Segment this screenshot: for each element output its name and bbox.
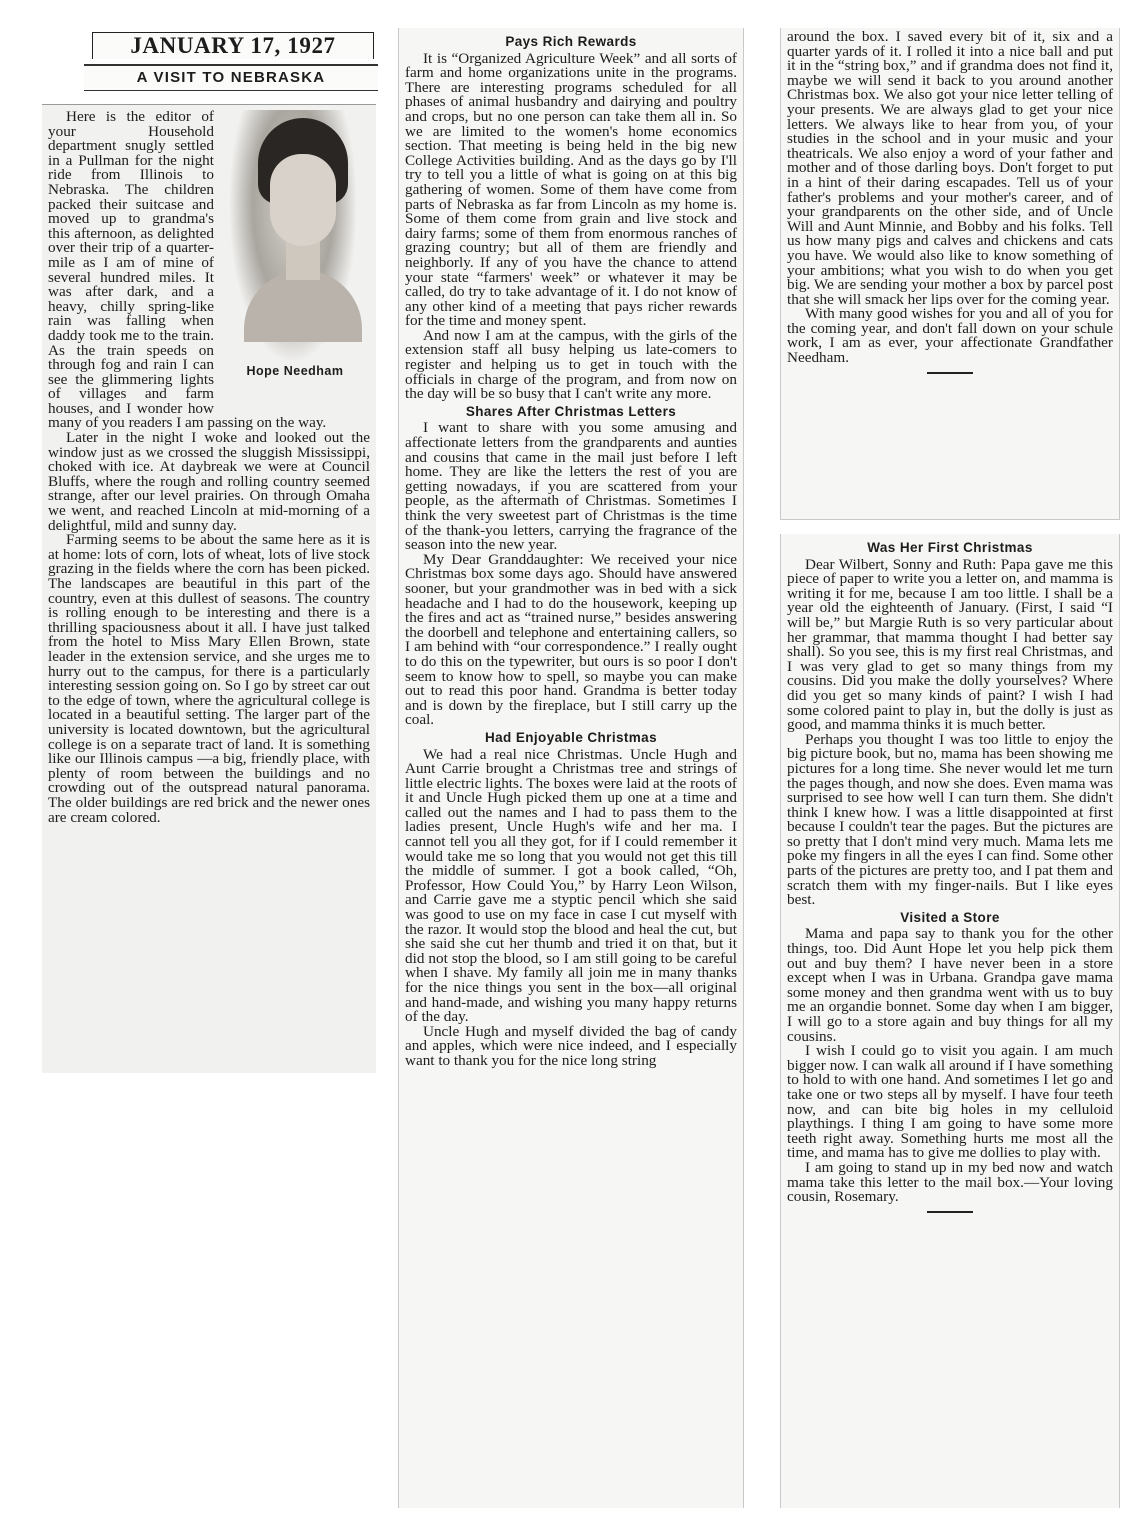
- paragraph: Farming seems to be about the same here as it is at home: lots of corn, lots of wheat, lots of live stock grazing in the fields where the corn has been picked. The landscapes are beautiful in this part of the country, even at this dullest of seasons. The country is rolling enough to be interesting and there is a thrilling spaciousness about it all. I have just talked from the hotel to Miss Mary Ellen Brown, state leader in the extension service, and she urges me to hurry out to the campus, for there is a particularly interesting session going on. So I go by street car out to the edge of town, where the agricultural college is located in a beautiful setting. The larger part of the university is located downtown, but the agricultural college is on a separate tract of land. It is something like our Illinois campus —a big, friendly place, with plenty of room between the buildings and no crowding out of the outspread natural panorama. The older buildings are red brick and the newer ones are cream colored.: [48, 531, 370, 826]
- paragraph: I want to share with you some amusing and affectionate letters from the grandparents and aunties and cousins that came in the mail just before I left home. They are like the letters the rest of you are getting nowadays, if you are scattered from your people, as the aftermath of Christmas. Sometimes I think the very sweetest part of Christmas is the time of the thank-you letters, carrying the fragrance of the season into the new year.: [405, 419, 737, 554]
- clipping-grandfather-letter: [780, 28, 1120, 520]
- paragraph: Uncle Hugh and myself divided the bag of candy and apples, which were nice indeed, and I especially want to thank you for the nice long string: [405, 1022, 737, 1069]
- paragraph: My Dear Granddaughter: We received your nice Christmas box some days ago. Should have answered sooner, but your grandmother was in bed with a sick headache and I had to do the housework, keeping up the fires and act as “trained nurse,” besides answering the doorbell and telephone and entertaining callers, so I am behind with “our correspondence.” I really ought to do this on the typewriter, but ours is so poor I don't seem to know how to spell, so maybe you can make out to read this poor hand. Grandma is better today and is down by the fireplace, but I still carry up the coal.: [405, 550, 737, 729]
- paragraph: And now I am at the campus, with the girls of the extension staff all busy helping us late-comers to register and helping us to get in touch with the officials in charge of the program, and from now on the day will be so busy that I can't write any more.: [405, 326, 737, 403]
- end-rule: [927, 1211, 973, 1213]
- subhead-enjoyable-christmas: Had Enjoyable Christmas: [485, 729, 657, 745]
- clipping-visit-to-nebraska: [42, 28, 380, 1076]
- article-kicker: A VISIT TO NEBRASKA: [84, 64, 378, 91]
- paragraph: I wish I could go to visit you again. I am much bigger now. I can walk all around if I have something to hold to with one hand. And sometimes I let go and take one or two steps all by myself. I have four teeth now, and can bite big holes in my celluloid playthings. I thing I am going to have some more teeth right away. Something hurts me most all the time, and mama has to give me dollies to play with.: [787, 1042, 1113, 1162]
- subhead-first-christmas: Was Her First Christmas: [867, 540, 1033, 555]
- end-rule: [927, 372, 973, 374]
- subhead-visited-store: Visited a Store: [900, 909, 1000, 925]
- paragraph: Dear Wilbert, Sonny and Ruth: Papa gave me this piece of paper to write you a letter on, and mamma is writing it for me, because I am too little. I shall be a year old the eighteenth of January. (First, I said “I will be,” but Margie Ruth is so very particular about her grammar, that mamma thought I had better say shall). So you see, this is my first real Christmas, and I was very glad to get so many things from my cousins. Did you make the dolly yourselves? Where did you get so many kinds of paint? I wish I had some colored paint to play in, but the dolly is just as good, and mamma thinks it is much better.: [787, 555, 1113, 734]
- paragraph: We had a real nice Christmas. Uncle Hugh and Aunt Carrie brought a Christmas tree and strings of little electric lights. The boxes were laid at the roots of it and Uncle Hugh picked them up one at a time and called out the names and I had to pass them to the ladies present, Uncle Hugh's wife and her ma. I cannot tell you all they got, for if I could remember it would take me so long that you would not get this till the middle of summer. I got a book called, “Oh, Professor, How Could You,” by Harry Leon Wilson, and Carrie gave me a styptic pencil which she said was good to use on my face in case I cut myself with the razor. It would stop the blood and heal the cut, but she said she cut her thumb and tried it on that, but it did not stop the blood, so I am still going to be careful when I shave. My family all join me in many thanks for the nice things you sent in the box—all original and hand-made, and wishing you many happy returns of the day.: [405, 745, 737, 1026]
- subhead-shares-letters: Shares After Christmas Letters: [465, 403, 677, 419]
- article-body: [42, 104, 376, 1073]
- paragraph: I am going to stand up in my bed now and watch mama take this letter to the mail box.—Your loving cousin, Rosemary.: [787, 1158, 1113, 1206]
- paragraph: Here is the editor of your Household department snugly settled in a Pullman for the night ride from Illinois to Nebraska. The children packed their suitcase and moved up to grandma's this afternoon, as delighted over their trip of a quarter-mile as I am of mine of several hundred miles. It was after dark, and a heavy, chilly spring-like rain was falling when daddy took me to the train. As the train speeds on through fog and rain I can see the glimmering lights of villages and farm houses, and I wonder how many of you readers I am passing on the way.: [48, 108, 327, 432]
- paragraph: Perhaps you thought I was too little to enjoy the big picture book, but no, mama has been showing me pictures for a long time. She never would let me turn the pages though, and now she does. Even mama was surprised to see how well I can turn them. She didn't think I knew how. I was a little disappointed at first because I couldn't tear the pages. But the pictures are so pretty that I don't mind very much. Mama lets me poke my fingers in all the eyes I can find. Some other parts of the pictures are pretty too, and I pat them and scratch them with my finger-nails. But I like eyes best.: [787, 730, 1113, 909]
- paragraph: Later in the night I woke and looked out the window just as we crossed the sluggish Mississippi, choked with ice. At daybreak we were at Council Bluffs, where the rough and rolling country seemed strange, after our level prairies. On through Omaha we went, and reached Lincoln at mid-morning of a delightful, mild and sunny day.: [48, 429, 370, 534]
- paragraph: It is “Organized Agriculture Week” and all sorts of farm and home organizations unite in the programs. There are interesting programs scheduled for all phases of animal husbandry and dairying and poultry and crops, but no one person can take them all in. So we are limited to the women's home economics section. That meeting is being held in the big new College Activities building. And as the days go by I'll try to tell you a little of what is going on at this big gathering of women. Some of them have come from parts of Nebraska as far from Lincoln as my home is. Some of them come from grain and live stock and dairy farms; some of them from enormous ranches of grazing country; but all of them are friendly and neighborly. If any of you have the chance to attend your state “farmers' week” or whatever it may be called, do try to take advantage of it. I do not know of any other kind of a meeting that pays richer rewards for the time and money spent.: [405, 49, 737, 330]
- subhead-pays-rich-rewards: Pays Rich Rewards: [505, 34, 637, 49]
- portrait-photo: [220, 110, 370, 402]
- clipping-column-two: [398, 28, 744, 1508]
- photo-caption: Hope Needham: [246, 364, 344, 378]
- clipping-first-christmas: [780, 534, 1120, 1508]
- portrait-image: [230, 110, 356, 360]
- paragraph: around the box. I saved every bit of it, six and a quarter yards of it. I rolled it into a nice ball and put it in the “string box,” and if grandma does not find it, maybe we will send it back to you around another Christmas box. We also got your nice letter telling of your presents. We are always glad to get your nice letters. We always like to hear from you, of your studies in the school and in your music and your theatricals. We also enjoy a word of your father and mother and of those darling boys. Don't forget to put in a hint of their daring escapades. Tell us of your father's problems and your mother's career, and of your grandparents on the other side, and of Uncle Will and Aunt Minnie, and Bobby and his folks. Tell us how many pigs and calves and chickens and cats you have. We would also like to know something of your ambitions; what you wish to do when you get big. We are sending your mother a box by parcel post that she will smack her lips over for the coming year.: [787, 28, 1113, 308]
- dateline: JANUARY 17, 1927: [92, 32, 374, 59]
- paragraph: With many good wishes for you and all of you for the coming year, and don't fall down on your schule work, I am as ever, your affectionate Grandfather Needham.: [787, 305, 1113, 367]
- paragraph: Mama and papa say to thank you for the other things, too. Did Aunt Hope let you help pick them out and buy them? I have never been in a store except when I was in Urbana. Grandpa gave mama some money and then grandma went with us to buy me an organdie bonnet. Some day when I am bigger, I will go to a store again and buy things for all my cousins.: [787, 925, 1113, 1045]
